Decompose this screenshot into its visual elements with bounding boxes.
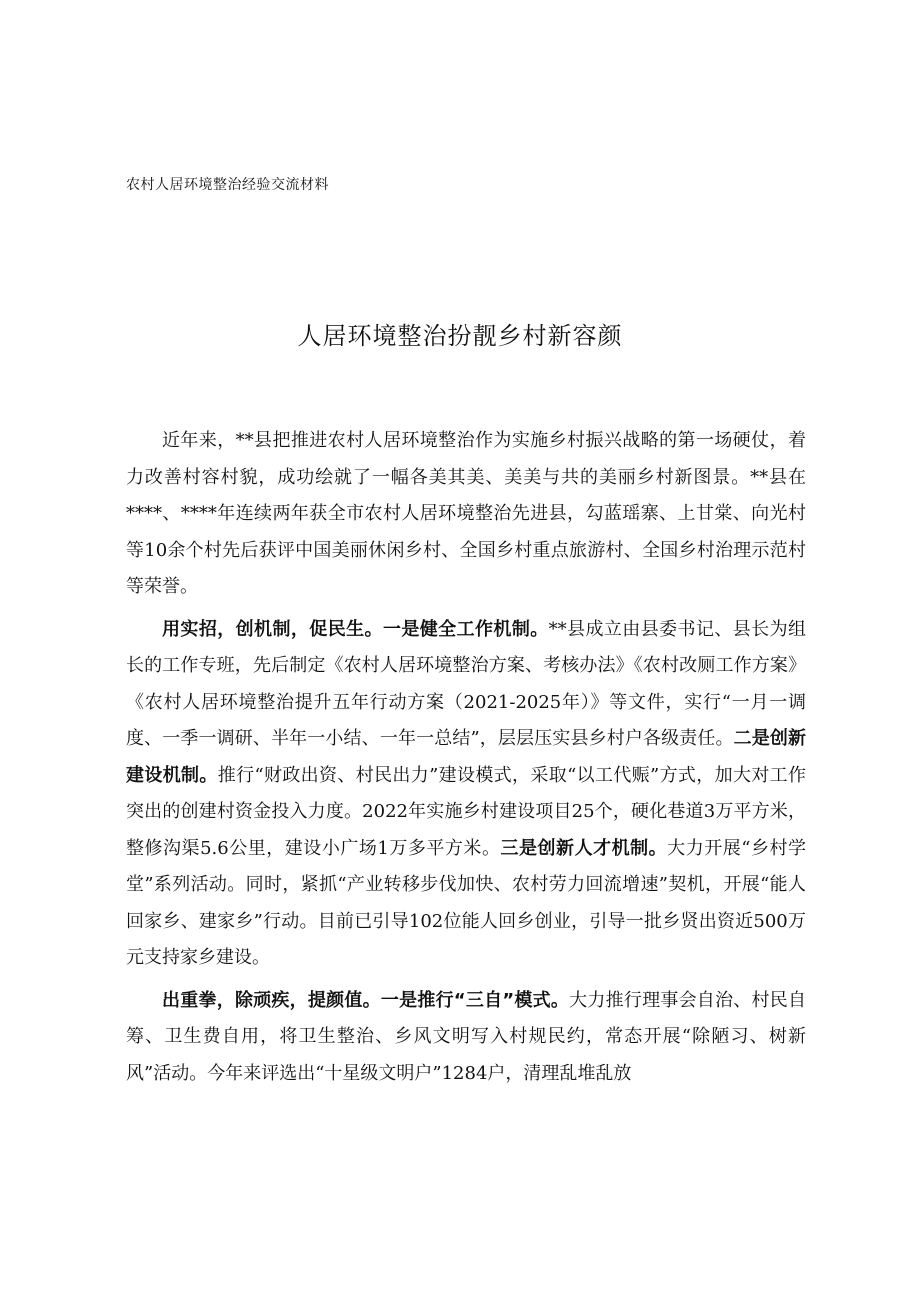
- paragraph-subheading: 三是创新人才机制。: [500, 837, 668, 859]
- document-body: [126, 423, 806, 1098]
- paragraph-text: **县成立由县委书记、县长为组长的工作专班，先后制定《农村人居环境整治方案、考核办法》《农村改厕工作方案》《农村人居环境整治提升五年行动方案（2021-2025年）》等文件，实行“一月一调度、一季一调研、半年一小结、一年一总结”，层层压实县乡村户各级责任。: [126, 618, 807, 749]
- mechanism-paragraph: [126, 612, 806, 977]
- paragraph-subheading: 二是创新建设机制。: [126, 728, 806, 786]
- paragraph-text: 大力开展“乡村学堂”系列活动。同时，紧抓“产业转移步伐加快、农村劳力回流增速”契机，开展“能人回家乡、建家乡”行动。目前已引导102位能人回乡创业，引导一批乡贤出资近500万元支持家乡建设。: [126, 837, 807, 968]
- intro-paragraph: [126, 423, 806, 606]
- paragraph-text: 推行“财政出资、村民出力”建设模式，采取“以工代赈”方式，加大对工作突出的创建村资金投入力度。2022年实施乡村建设项目25个，硬化巷道3万平方米，整修沟渠5.6公里，建设小广场1万多平方米。: [126, 764, 807, 859]
- document-header-label: 农村人居环境整治经验交流材料: [126, 177, 329, 193]
- paragraph-text: 大力推行理事会自治、村民自筹、卫生费自用，将卫生整治、乡风文明写入村规民约，常态开展“除陋习、树新风”活动。今年来评选出“十星级文明户”1284户，清理乱堆乱放: [126, 989, 806, 1084]
- document-title: 人居环境整治扮靓乡村新容颜: [297, 322, 623, 350]
- paragraph-lead-heading: 用实招，创机制，促民生。一是健全工作机制。: [162, 618, 549, 640]
- paragraph-lead-heading: 出重拳，除顽疾，提颜值。一是推行“三自”模式。: [162, 989, 570, 1011]
- intro-text: 近年来，**县把推进农村人居环境整治作为实施乡村振兴战略的第一场硬仗，着力改善村容村貌，成功绘就了一幅各美其美、美美与共的美丽乡村新图景。**县在****、****年连续两年获全市农村人居环境整治先进县，勾蓝瑶寨、上甘棠、向光村等10余个村先后获评中国美丽休闲乡村、全国乡村重点旅游村、全国乡村治理示范村等荣誉。: [126, 430, 806, 597]
- remediation-paragraph: [126, 983, 806, 1093]
